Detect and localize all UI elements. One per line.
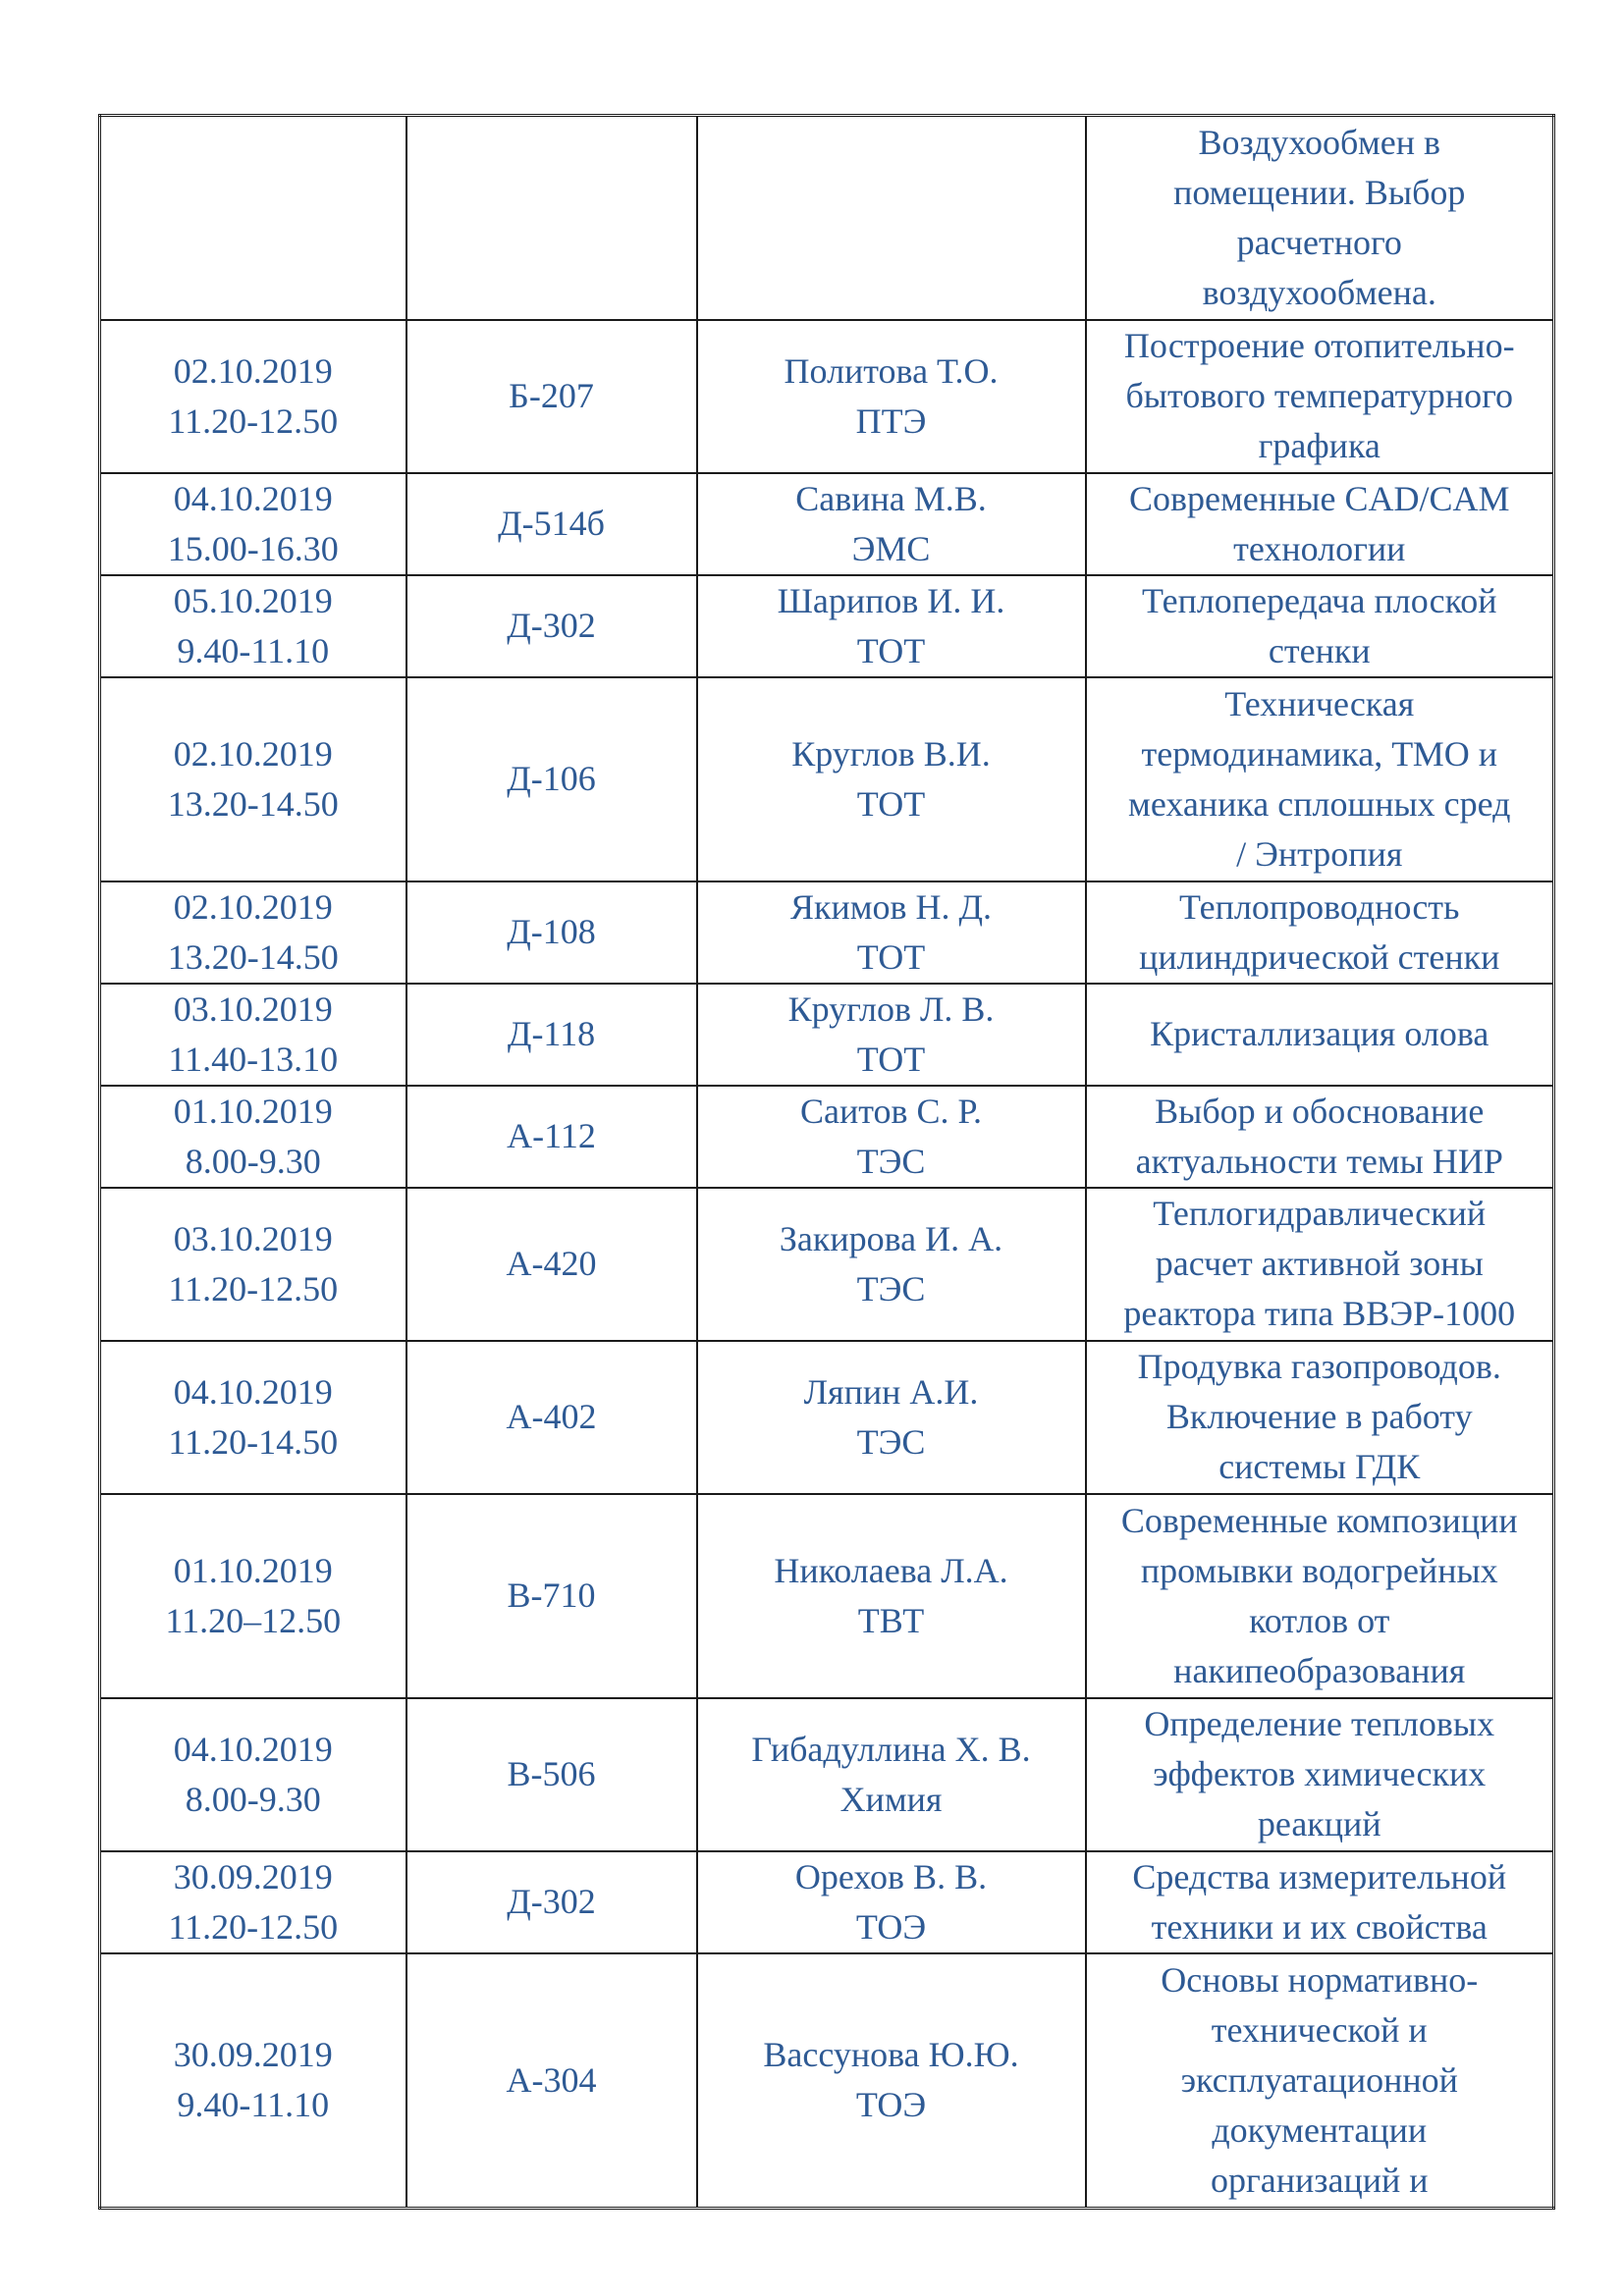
topic-cell: Теплопроводность цилиндрической стенки (1086, 881, 1554, 984)
table-row (100, 1341, 1554, 1494)
room-cell: В-710 (406, 1494, 697, 1698)
date-time-cell: 03.10.2019 11.40-13.10 (100, 984, 406, 1086)
table-row (100, 1494, 1554, 1698)
table-row (100, 1188, 1554, 1341)
table-row (100, 1953, 1554, 2209)
topic-cell: Теплогидравлический расчет активной зоны реактора типа ВВЭР-1000 (1086, 1188, 1554, 1341)
teacher-cell: Круглов Л. В. ТОТ (697, 984, 1086, 1086)
date-time-cell: 30.09.2019 11.20-12.50 (100, 1851, 406, 1953)
teacher-cell: Гибадуллина Х. В. Химия (697, 1698, 1086, 1851)
topic-cell: Современные композиции промывки водогрейных котлов от накипеобразования (1086, 1494, 1554, 1698)
table-row (100, 473, 1554, 575)
teacher-cell (697, 116, 1086, 320)
room-cell: Б-207 (406, 320, 697, 473)
topic-cell: Основы нормативно- технической и эксплуатационной документации организаций и (1086, 1953, 1554, 2209)
room-cell: Д-108 (406, 881, 697, 984)
room-cell (406, 116, 697, 320)
teacher-cell: Шарипов И. И. ТОТ (697, 575, 1086, 677)
room-cell: А-420 (406, 1188, 697, 1341)
date-time-cell: 01.10.2019 11.20–12.50 (100, 1494, 406, 1698)
table-row (100, 1086, 1554, 1188)
table-row (100, 881, 1554, 984)
room-cell: В-506 (406, 1698, 697, 1851)
date-time-cell: 02.10.2019 13.20-14.50 (100, 677, 406, 881)
room-cell: А-112 (406, 1086, 697, 1188)
room-cell: Д-302 (406, 1851, 697, 1953)
room-cell: Д-302 (406, 575, 697, 677)
date-time-cell: 01.10.2019 8.00-9.30 (100, 1086, 406, 1188)
teacher-cell: Ляпин А.И. ТЭС (697, 1341, 1086, 1494)
room-cell: А-304 (406, 1953, 697, 2209)
table-row (100, 1698, 1554, 1851)
date-time-cell: 03.10.2019 11.20-12.50 (100, 1188, 406, 1341)
topic-cell: Техническая термодинамика, ТМО и механика сплошных сред / Энтропия (1086, 677, 1554, 881)
topic-cell: Средства измерительной техники и их свойства (1086, 1851, 1554, 1953)
topic-cell: Продувка газопроводов. Включение в работу системы ГДК (1086, 1341, 1554, 1494)
table-row (100, 116, 1554, 320)
date-time-cell: 04.10.2019 8.00-9.30 (100, 1698, 406, 1851)
date-time-cell: 02.10.2019 13.20-14.50 (100, 881, 406, 984)
topic-cell: Определение тепловых эффектов химических реакций (1086, 1698, 1554, 1851)
topic-cell: Современные CAD/CAM технологии (1086, 473, 1554, 575)
teacher-cell: Политова Т.О. ПТЭ (697, 320, 1086, 473)
table-row (100, 984, 1554, 1086)
table-row (100, 677, 1554, 881)
date-time-cell: 04.10.2019 11.20-14.50 (100, 1341, 406, 1494)
topic-cell: Теплопередача плоской стенки (1086, 575, 1554, 677)
date-time-cell: 02.10.2019 11.20-12.50 (100, 320, 406, 473)
teacher-cell: Круглов В.И. ТОТ (697, 677, 1086, 881)
teacher-cell: Закирова И. А. ТЭС (697, 1188, 1086, 1341)
room-cell: Д-514б (406, 473, 697, 575)
table-row (100, 575, 1554, 677)
table-row (100, 1851, 1554, 1953)
teacher-cell: Якимов Н. Д. ТОТ (697, 881, 1086, 984)
room-cell: Д-118 (406, 984, 697, 1086)
date-time-cell: 30.09.2019 9.40-11.10 (100, 1953, 406, 2209)
teacher-cell: Саитов С. Р. ТЭС (697, 1086, 1086, 1188)
schedule-body (100, 116, 1554, 2209)
topic-cell: Выбор и обоснование актуальности темы НИР (1086, 1086, 1554, 1188)
schedule-table (98, 114, 1555, 2210)
teacher-cell: Орехов В. В. ТОЭ (697, 1851, 1086, 1953)
room-cell: Д-106 (406, 677, 697, 881)
teacher-cell: Савина М.В. ЭМС (697, 473, 1086, 575)
date-time-cell: 04.10.2019 15.00-16.30 (100, 473, 406, 575)
topic-cell: Воздухообмен в помещении. Выбор расчетного воздухообмена. (1086, 116, 1554, 320)
topic-cell: Построение отопительно- бытового температурного графика (1086, 320, 1554, 473)
date-time-cell (100, 116, 406, 320)
teacher-cell: Вассунова Ю.Ю. ТОЭ (697, 1953, 1086, 2209)
date-time-cell: 05.10.2019 9.40-11.10 (100, 575, 406, 677)
table-row (100, 320, 1554, 473)
teacher-cell: Николаева Л.А. ТВТ (697, 1494, 1086, 1698)
room-cell: А-402 (406, 1341, 697, 1494)
topic-cell: Кристаллизация олова (1086, 984, 1554, 1086)
